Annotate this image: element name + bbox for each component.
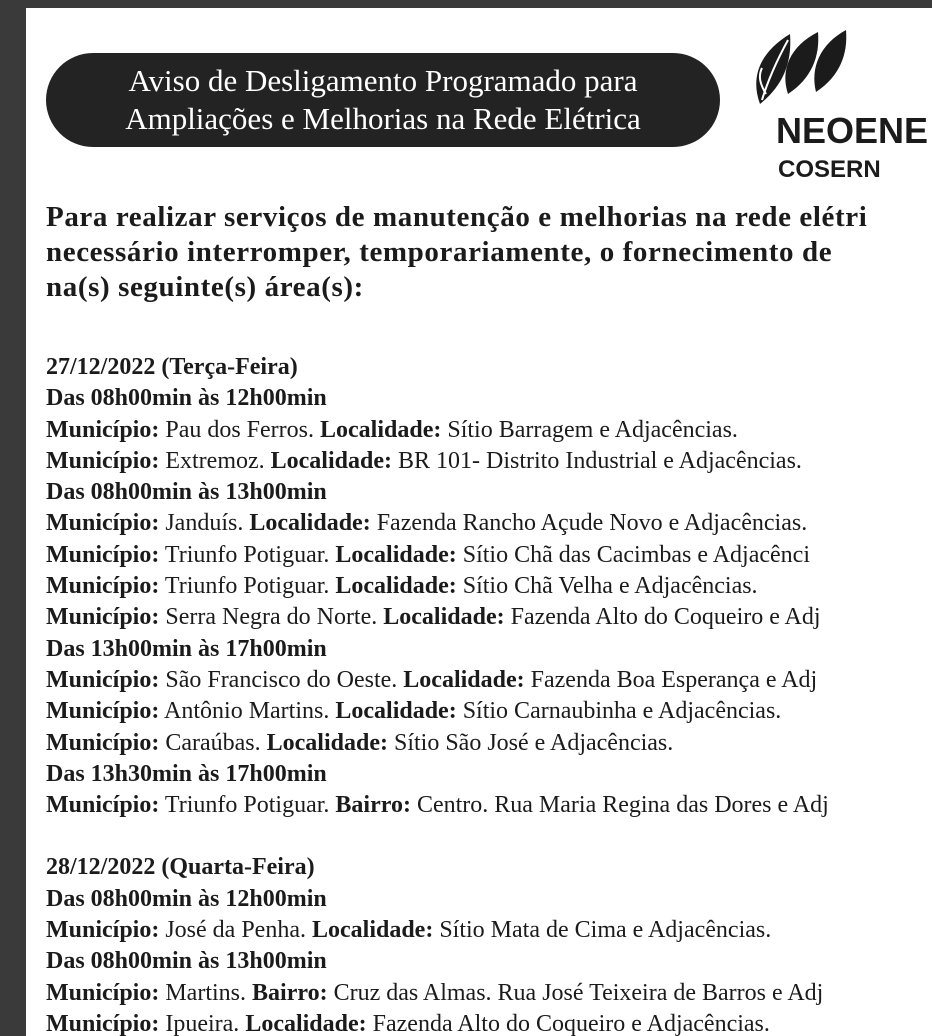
outage-entry [46, 602, 932, 633]
intro-line-2: necessário interromper, temporariamente, o fornecimento de [46, 236, 833, 268]
localidade-value: Sítio Barragem e Adjacências. [441, 416, 738, 443]
title-line-2: Ampliações e Melhorias na Rede Elétrica [125, 101, 641, 136]
outage-entry [46, 915, 932, 946]
intro-line-3: na(s) seguinte(s) área(s): [46, 271, 364, 303]
section-spacer [46, 821, 932, 852]
localidade-label: Localidade: [383, 604, 505, 631]
outage-entry [46, 696, 932, 727]
time-slot: Das 13h00min às 17h00min [46, 635, 327, 662]
municipio-value: Janduís. [159, 510, 250, 537]
outage-entry [46, 446, 932, 477]
localidade-label: Localidade: [320, 416, 442, 443]
municipio-value: Martins. [159, 979, 253, 1006]
localidade-label: Localidade: [335, 698, 457, 725]
localidade-value: Fazenda Boa Esperança e Adj [524, 666, 818, 693]
localidade-label: Localidade: [266, 729, 388, 756]
neoenergia-logo [748, 22, 932, 202]
localidade-label: Localidade: [249, 510, 371, 537]
municipio-label: Município: [46, 698, 160, 725]
day-date: 27/12/2022 (Terça-Feira) [46, 354, 298, 380]
time-slot: Das 08h00min às 13h00min [46, 479, 327, 506]
municipio-value: Caraúbas. [159, 729, 267, 756]
municipio-value: Antônio Martins. [159, 698, 336, 725]
leaves-logo-icon [750, 22, 850, 112]
localidade-value: Sítio Carnaubinha e Adjacências. [456, 698, 782, 725]
localidade-value: Fazenda Alto do Coqueiro e Adjacências. [366, 1010, 770, 1036]
localidade-value: Sítio Mata de Cima e Adjacências. [433, 917, 772, 944]
municipio-label: Município: [46, 729, 160, 756]
municipio-label: Município: [46, 792, 160, 819]
logo-sub-text: COSERN [778, 156, 881, 183]
municipio-value: São Francisco do Oeste. [159, 666, 404, 693]
notice-page [26, 8, 932, 1036]
time-slot: Das 13h30min às 17h00min [46, 760, 327, 787]
localidade-label: Localidade: [403, 666, 525, 693]
localidade-label: Localidade: [311, 917, 434, 944]
localidade-label: Localidade: [335, 541, 457, 568]
outage-entry [46, 978, 932, 1009]
outage-entry [46, 728, 932, 759]
time-slot: Das 08h00min às 12h00min [46, 385, 327, 412]
municipio-value: Extremoz. [159, 447, 271, 474]
intro-paragraph [46, 200, 932, 305]
outage-entry [46, 508, 932, 539]
municipio-value: Ipueira. [159, 1010, 246, 1036]
localidade-value: Fazenda Alto do Coqueiro e Adj [504, 604, 821, 631]
municipio-value: Pau dos Ferros. [159, 416, 321, 443]
municipio-value: Triunfo Potiguar. [159, 573, 336, 600]
logo-brand-text: NEOENE [776, 110, 929, 151]
municipio-label: Município: [46, 979, 160, 1006]
municipio-label: Município: [46, 666, 160, 693]
municipio-value: Triunfo Potiguar. [159, 792, 336, 819]
time-slot: Das 08h00min às 12h00min [46, 885, 327, 912]
municipio-label: Município: [46, 604, 160, 631]
outage-entry [46, 540, 932, 571]
municipio-label: Município: [46, 510, 160, 537]
outage-entry [46, 571, 932, 602]
time-slot: Das 08h00min às 13h00min [46, 948, 327, 975]
municipio-value: Triunfo Potiguar. [159, 541, 336, 568]
day-date: 28/12/2022 (Quarta-Feira) [46, 854, 315, 881]
municipio-label: Município: [46, 416, 160, 443]
localidade-value: Sítio Chã Velha e Adjacências. [456, 573, 758, 600]
localidade-value: Fazenda Rancho Açude Novo e Adjacências. [370, 510, 808, 537]
intro-line-1: Para realizar serviços de manutenção e melhorias na rede elétri [46, 201, 868, 233]
municipio-value: José da Penha. [159, 917, 312, 944]
outage-entry [46, 665, 932, 696]
outage-entry [46, 415, 932, 446]
outage-entry [46, 1009, 932, 1036]
localidade-label: Localidade: [270, 447, 392, 474]
municipio-label: Município: [46, 917, 160, 944]
title-line-1: Aviso de Desligamento Programado para [128, 63, 638, 98]
bairro-label: Bairro: [335, 792, 411, 819]
municipio-label: Município: [46, 541, 160, 568]
localidade-label: Localidade: [335, 573, 457, 600]
localidade-value: Sítio Chã das Cacimbas e Adjacênci [456, 541, 810, 568]
bairro-label: Bairro: [252, 979, 328, 1006]
localidade-value: BR 101- Distrito Industrial e Adjacências. [391, 447, 802, 474]
localidade-value: Sítio São José e Adjacências. [387, 729, 674, 756]
notice-title-banner [46, 53, 720, 147]
bairro-value: Centro. Rua Maria Regina das Dores e Adj [410, 792, 829, 819]
municipio-label: Município: [46, 447, 160, 474]
bairro-value: Cruz das Almas. Rua José Teixeira de Barros e Adj [327, 979, 824, 1006]
outage-schedule [46, 352, 932, 1036]
municipio-label: Município: [46, 573, 160, 600]
municipio-value: Serra Negra do Norte. [159, 604, 384, 631]
outage-entry [46, 790, 932, 821]
municipio-label: Município: [46, 1010, 160, 1036]
localidade-label: Localidade: [245, 1010, 367, 1036]
